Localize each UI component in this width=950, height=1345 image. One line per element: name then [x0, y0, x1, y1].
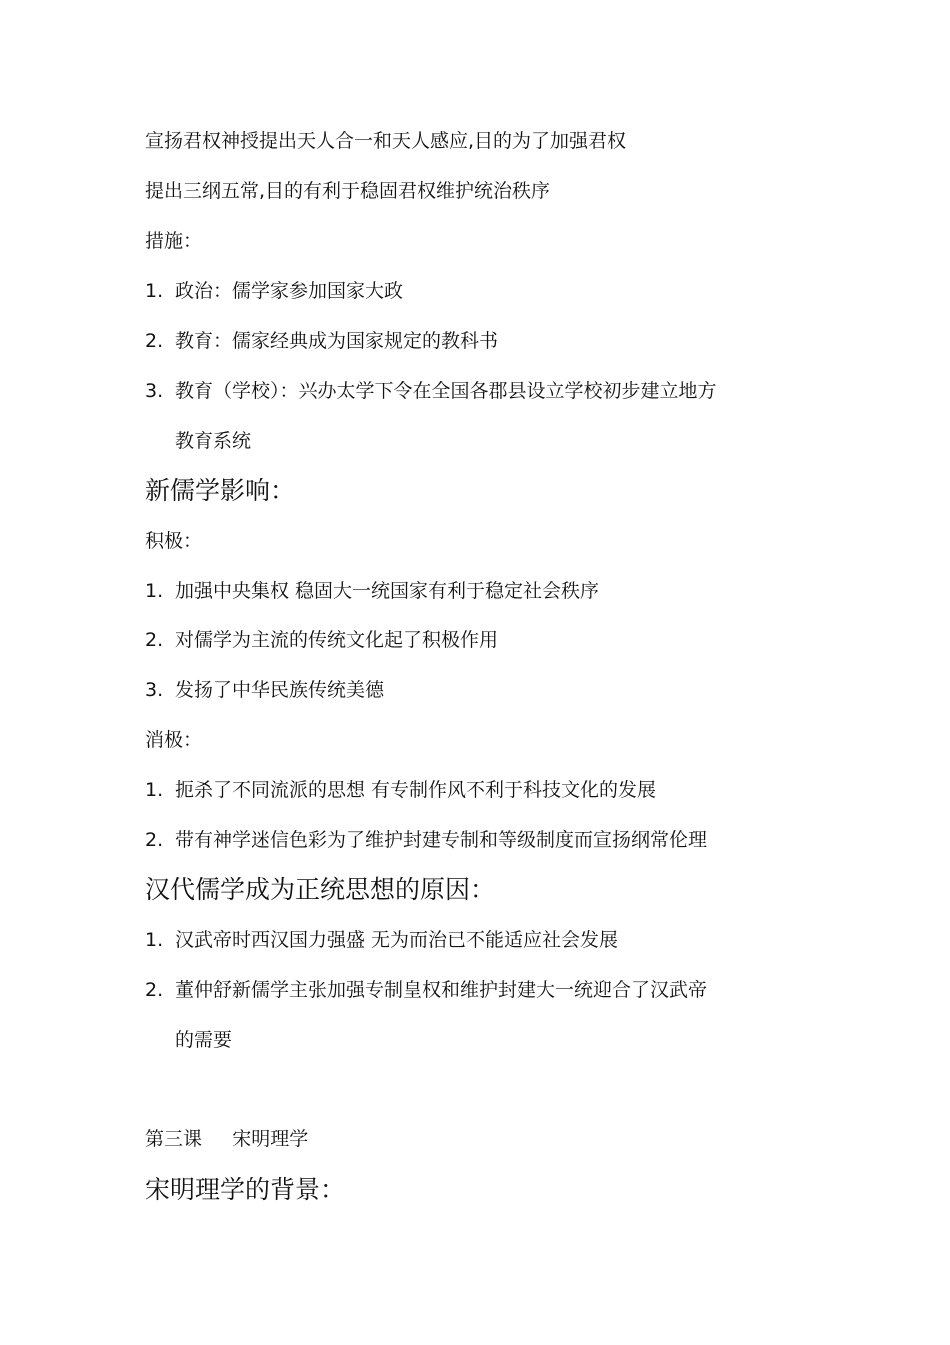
paragraph-tianren: 宣扬君权神授提出天人合一和天人感应,目的为了加强君权	[145, 130, 627, 152]
list-text: 汉武帝时西汉国力强盛 无为而治已不能适应社会发展	[175, 929, 619, 951]
lesson-title: 第三课 宋明理学	[145, 1128, 309, 1150]
negative-label: 消极：	[145, 729, 203, 751]
reasons-heading: 汉代儒学成为正统思想的原因：	[145, 875, 496, 904]
list-text: 发扬了中华民族传统美德	[175, 679, 385, 701]
list-number: 3.	[145, 679, 164, 701]
negative-item-1	[145, 777, 656, 803]
positive-item-2	[145, 627, 498, 653]
list-number: 3.	[145, 380, 164, 402]
list-number: 1.	[145, 580, 164, 602]
list-number: 2.	[145, 829, 164, 851]
list-text: 对儒学为主流的传统文化起了积极作用	[175, 629, 499, 651]
list-text: 扼杀了不同流派的思想 有专制作风不利于科技文化的发展	[175, 779, 657, 801]
background-heading: 宋明理学的背景：	[145, 1175, 346, 1204]
influence-heading: 新儒学影响：	[145, 476, 296, 505]
measures-label: 措施：	[145, 230, 203, 252]
list-number: 1.	[145, 280, 164, 302]
reason-item-2-continuation: 的需要	[175, 1029, 233, 1051]
reason-item-2	[145, 977, 707, 1003]
list-text: 教育（学校）：兴办太学下令在全国各郡县设立学校初步建立地方	[175, 380, 717, 402]
measure-item-3	[145, 378, 717, 404]
negative-item-2	[145, 827, 707, 853]
positive-label: 积极：	[145, 530, 203, 552]
list-number: 2.	[145, 629, 164, 651]
list-number: 1.	[145, 929, 164, 951]
measure-item-1	[145, 278, 403, 304]
reason-item-1	[145, 927, 618, 953]
paragraph-sangang: 提出三纲五常,目的有利于稳固君权维护统治秩序	[145, 180, 551, 202]
list-text: 加强中央集权 稳固大一统国家有利于稳定社会秩序	[175, 580, 600, 602]
list-number: 1.	[145, 779, 164, 801]
list-text: 董仲舒新儒学主张加强专制皇权和维护封建大一统迎合了汉武帝	[175, 979, 708, 1001]
list-text: 带有神学迷信色彩为了维护封建专制和等级制度而宣扬纲常伦理	[175, 829, 708, 851]
list-number: 2.	[145, 330, 164, 352]
positive-item-1	[145, 578, 599, 604]
list-text: 教育：儒家经典成为国家规定的教科书	[175, 330, 499, 352]
list-text: 政治：儒学家参加国家大政	[175, 280, 404, 302]
positive-item-3	[145, 677, 384, 703]
measure-item-2	[145, 328, 498, 354]
measure-item-3-continuation: 教育系统	[175, 430, 252, 452]
list-number: 2.	[145, 979, 164, 1001]
